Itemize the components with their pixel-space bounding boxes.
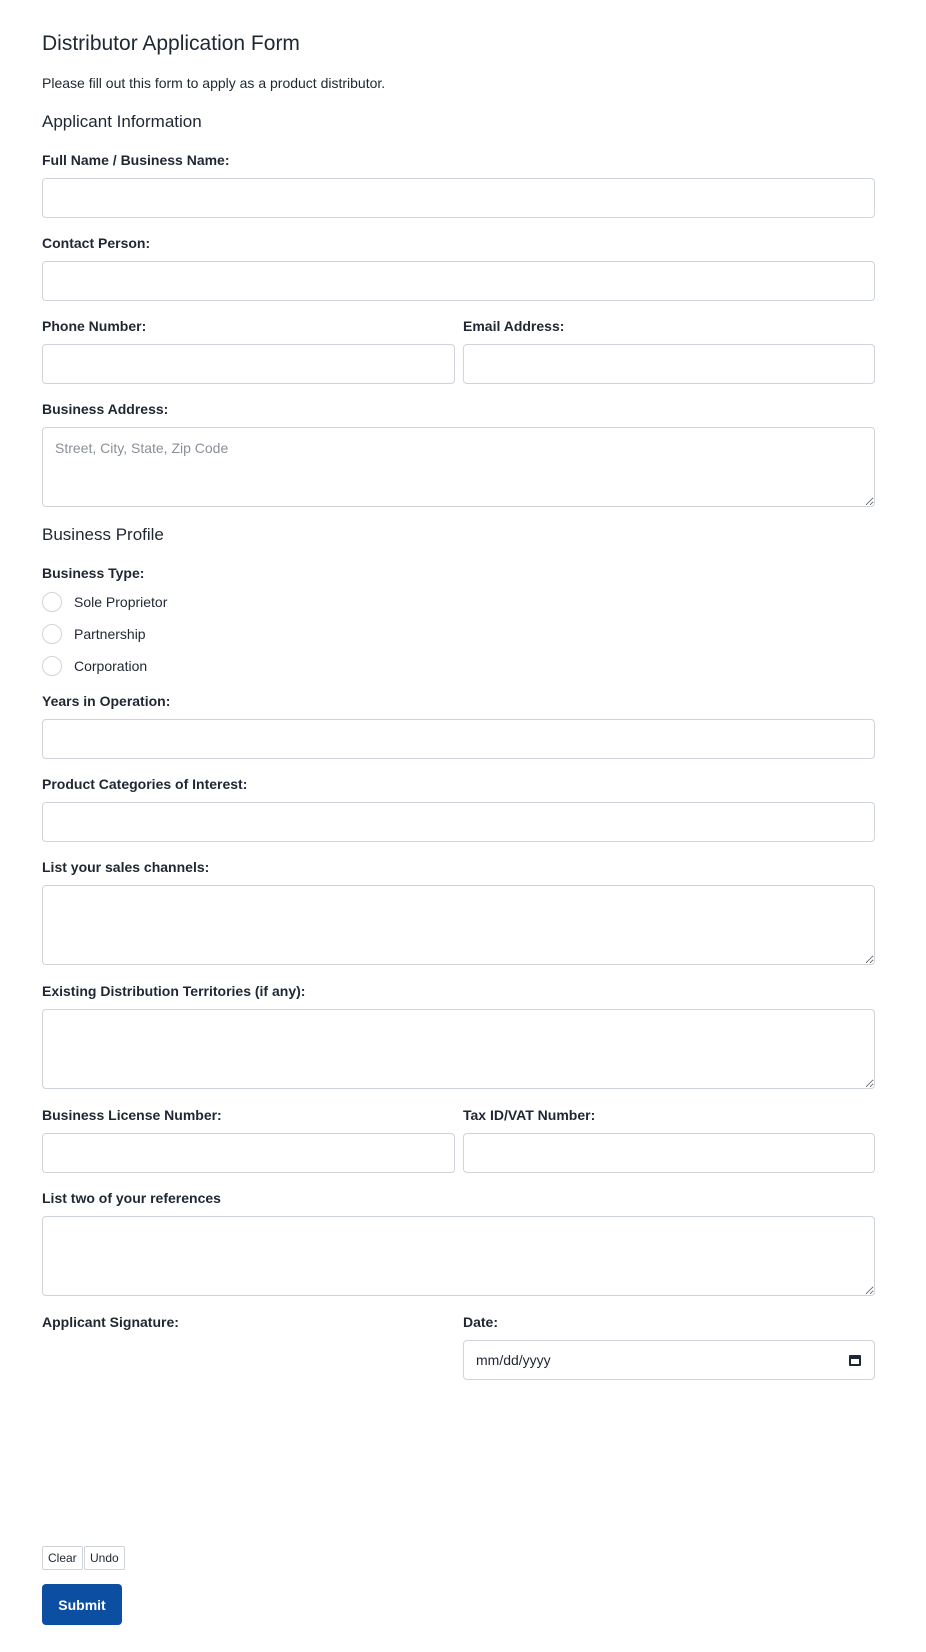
- tax-id-input[interactable]: [463, 1133, 875, 1173]
- email-label: Email Address:: [463, 318, 565, 334]
- radio-circle[interactable]: [42, 656, 62, 676]
- radio-label: Corporation: [74, 658, 148, 674]
- distribution-territories-textarea[interactable]: [42, 1009, 875, 1089]
- phone-input[interactable]: [42, 344, 455, 384]
- date-placeholder: mm/dd/yyyy: [476, 1352, 551, 1368]
- phone-label: Phone Number:: [42, 318, 147, 334]
- sales-channels-label: List your sales channels:: [42, 859, 210, 875]
- product-categories-input[interactable]: [42, 802, 875, 842]
- contact-person-label: Contact Person:: [42, 235, 151, 251]
- submit-button[interactable]: Submit: [42, 1584, 122, 1625]
- product-categories-label: Product Categories of Interest:: [42, 776, 248, 792]
- full-name-label: Full Name / Business Name:: [42, 152, 230, 168]
- applicant-info-heading: Applicant Information: [42, 112, 202, 131]
- signature-pad[interactable]: [42, 1340, 455, 1540]
- contact-person-input[interactable]: [42, 261, 875, 301]
- business-address-label: Business Address:: [42, 401, 169, 417]
- form-intro: Please fill out this form to apply as a product distributor.: [42, 75, 386, 91]
- radio-option-corporation[interactable]: [42, 655, 147, 677]
- radio-circle[interactable]: [42, 592, 62, 612]
- business-license-label: Business License Number:: [42, 1107, 222, 1123]
- years-in-operation-input[interactable]: [42, 719, 875, 759]
- years-in-operation-label: Years in Operation:: [42, 693, 171, 709]
- radio-label: Partnership: [74, 626, 146, 642]
- sales-channels-textarea[interactable]: [42, 885, 875, 965]
- radio-option-partnership[interactable]: [42, 623, 146, 645]
- signature-undo-button[interactable]: Undo: [84, 1546, 125, 1570]
- applicant-signature-label: Applicant Signature:: [42, 1314, 179, 1330]
- business-type-label: Business Type:: [42, 565, 145, 581]
- date-label: Date:: [463, 1314, 499, 1330]
- calendar-icon[interactable]: [848, 1353, 862, 1367]
- references-label: List two of your references: [42, 1190, 221, 1206]
- full-name-input[interactable]: [42, 178, 875, 218]
- business-address-textarea[interactable]: [42, 427, 875, 507]
- email-input[interactable]: [463, 344, 875, 384]
- radio-option-sole-proprietor[interactable]: [42, 591, 167, 613]
- page-title: Distributor Application Form: [42, 32, 300, 55]
- signature-clear-button[interactable]: Clear: [42, 1546, 83, 1570]
- business-profile-heading: Business Profile: [42, 525, 164, 544]
- business-license-input[interactable]: [42, 1133, 455, 1173]
- radio-circle[interactable]: [42, 624, 62, 644]
- references-textarea[interactable]: [42, 1216, 875, 1296]
- date-input[interactable]: [463, 1340, 875, 1380]
- distribution-territories-label: Existing Distribution Territories (if any):: [42, 983, 306, 999]
- radio-label: Sole Proprietor: [74, 594, 168, 610]
- tax-id-label: Tax ID/VAT Number:: [463, 1107, 596, 1123]
